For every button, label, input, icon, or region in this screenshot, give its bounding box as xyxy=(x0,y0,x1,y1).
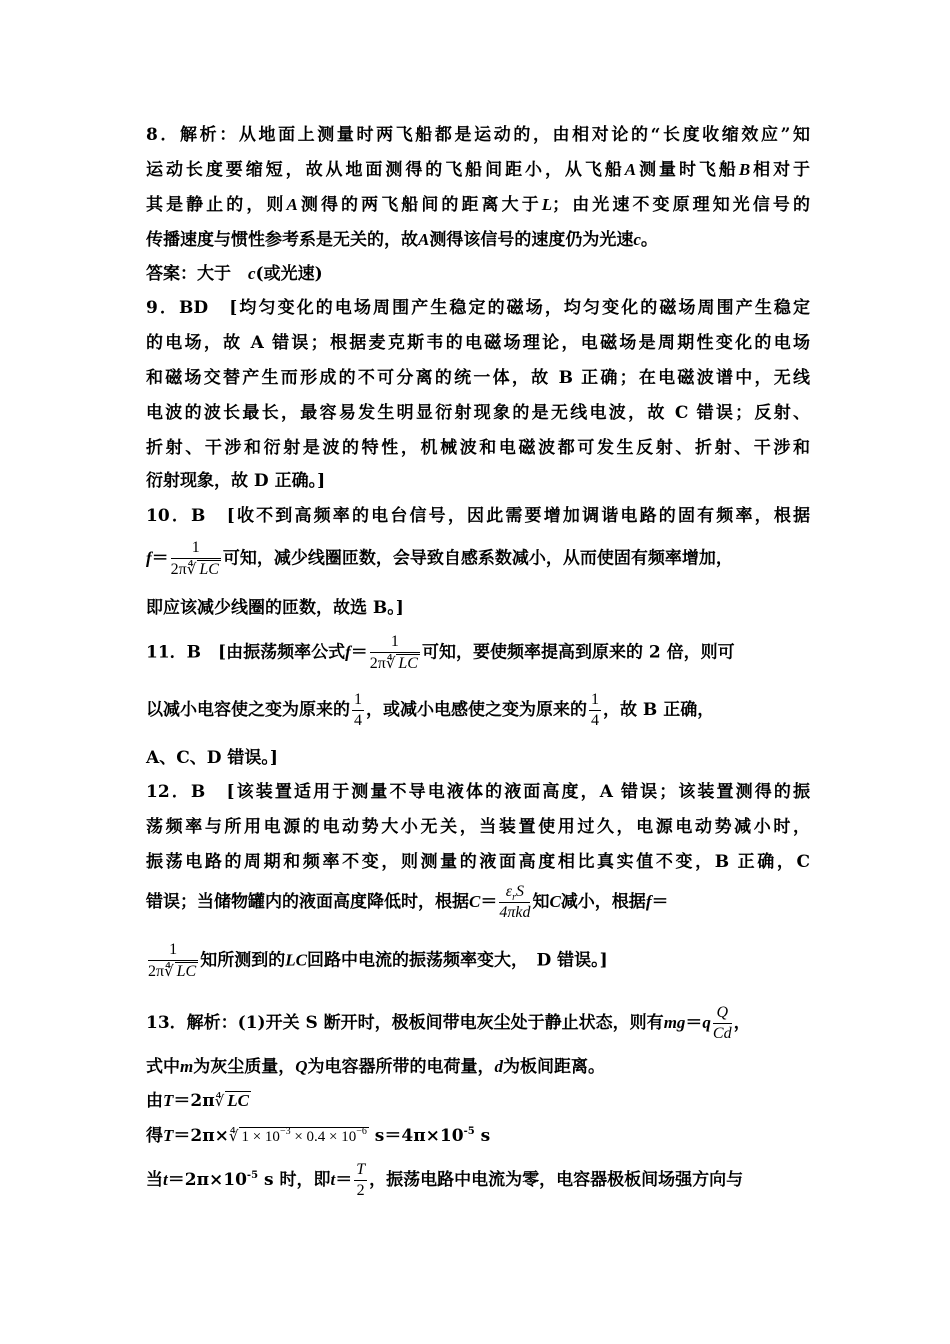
frequency-formula: $\frac{1}{2\pi∜ LC}$ xyxy=(369,633,418,672)
capacitance-formula: $\frac{\varepsilon_rS}{\text{4πkd}}$ xyxy=(499,883,531,921)
q12-line-2: 荡频率与所用电源的电动势大小无关，当装置使用过久，电源电动势减小时， xyxy=(146,817,810,837)
q12-line-5: $\frac{1}{2\pi∜ LC}$ 知所测到的LC回路中电流的振荡频率变大， D 错误。] xyxy=(148,941,608,980)
q13-line-2: 式中m为灰尘质量，Q为电容器所带的电荷量，d为板间距离。 xyxy=(146,1057,606,1077)
q11-line-2: 以减小电容使之变为原来的 $\frac{1}{4}$ ，或减小电感使之变为原来的 $\frac{1}{4}$ ，故 B 正确， xyxy=(146,691,715,729)
q12-line-4: 错误；当储物罐内的液面高度降低时，根据C＝ $\frac{\varepsilon_rS}{\text{4πkd}}$ 知C减小，根据f＝ xyxy=(146,883,669,921)
q9-line-1: 9．BD [均匀变化的电场周围产生稳定的磁场，均匀变化的磁场周围产生稳定 xyxy=(146,298,810,318)
q12-line-1: 12．B [该装置适用于测量不导电液体的液面高度，A 错误；该装置测得的振 xyxy=(146,782,810,802)
q8-line-1: 8．解析：从地面上测量时两飞船都是运动的，由相对论的“长度收缩效应”知 xyxy=(146,125,810,145)
half-period-fraction: $\frac{T}{2}$ xyxy=(356,1161,366,1199)
q9-line-4: 电波的波长最长，最容易发生明显衍射现象的是无线电波，故 C 错误；反射、 xyxy=(146,403,810,423)
q9-line-3: 和磁场交替产生而形成的不可分离的统一体，故 B 正确；在电磁波谱中，无线 xyxy=(146,368,810,388)
q10-line-3: 即应该减少线圈的匝数，故选 B。] xyxy=(146,598,404,618)
q9-line-5: 折射、干涉和衍射是波的特性，机械波和电磁波都可发生反射、折射、干涉和 xyxy=(146,438,810,458)
q10-line-2: f＝ $\frac{1}{2\pi∜ LC}$ 可知，减少线圈匝数，会导致自感系数减小，从而使固有频率增加， xyxy=(146,539,733,578)
q8-answer: 答案：大于 c(或光速) xyxy=(146,264,323,284)
charge-fraction: $\frac{Q}{Cd}$ xyxy=(712,1004,732,1042)
q9-line-6: 衍射现象，故 D 正确。] xyxy=(146,471,326,491)
quarter-fraction: $\frac{1}{4}$ xyxy=(591,691,599,729)
q13-line-5: 当$t=2\pi\times 10^{-5}$ s 时，即t＝ $\frac{T}{2}$ ，振荡电路中电流为零，电容器极板间场强方向与 xyxy=(146,1161,744,1199)
q10-line-1: 10．B [收不到高频率的电台信号，因此需要增加调谐电路的固有频率，根据 xyxy=(146,506,810,526)
q13-line-3: 由T＝2π∜ LC xyxy=(146,1091,249,1111)
q13-line-1: 13．解析：(1)开关 S 断开时，极板间带电灰尘处于静止状态，则有mg＝q $\frac{Q}{Cd}$ ， xyxy=(146,1004,751,1042)
q9-line-2: 的电场，故 A 错误；根据麦克斯韦的电磁场理论，电磁场是周期性变化的电场 xyxy=(146,333,810,353)
quarter-fraction: $\frac{1}{4}$ xyxy=(354,691,362,729)
q8-line-4: 传播速度与惯性参考系是无关的，故A测得该信号的速度仍为光速c。 xyxy=(146,230,658,250)
frequency-formula: $\frac{1}{2\pi∜ LC}$ xyxy=(170,539,219,578)
q12-line-3: 振荡电路的周期和频率不变，则测量的液面高度相比真实值不变，B 正确，C xyxy=(146,852,810,872)
q8-line-3: 其是静止的，则A测得的两飞船间的距离大于L；由光速不变原理知光信号的 xyxy=(146,195,811,215)
frequency-formula: $\frac{1}{2\pi∜ LC}$ xyxy=(148,941,197,980)
q11-line-1: 11．B [由振荡频率公式f＝ $\frac{1}{2\pi∜ LC}$ 可知，要使频率提高到原来的 2 倍，则可 xyxy=(146,633,735,672)
q11-line-3: A、C、D 错误。] xyxy=(146,748,278,768)
q8-line-2: 运动长度要缩短，故从地面测得的飞船间距小，从飞船A测量时飞船B相对于 xyxy=(146,160,811,180)
q13-line-4: 得T＝2π×∜ $1 \times 10^{-3} \times 0.4 \times 10^{-6}$ $s=4\pi\times 10^{-5}$ s xyxy=(146,1126,491,1146)
